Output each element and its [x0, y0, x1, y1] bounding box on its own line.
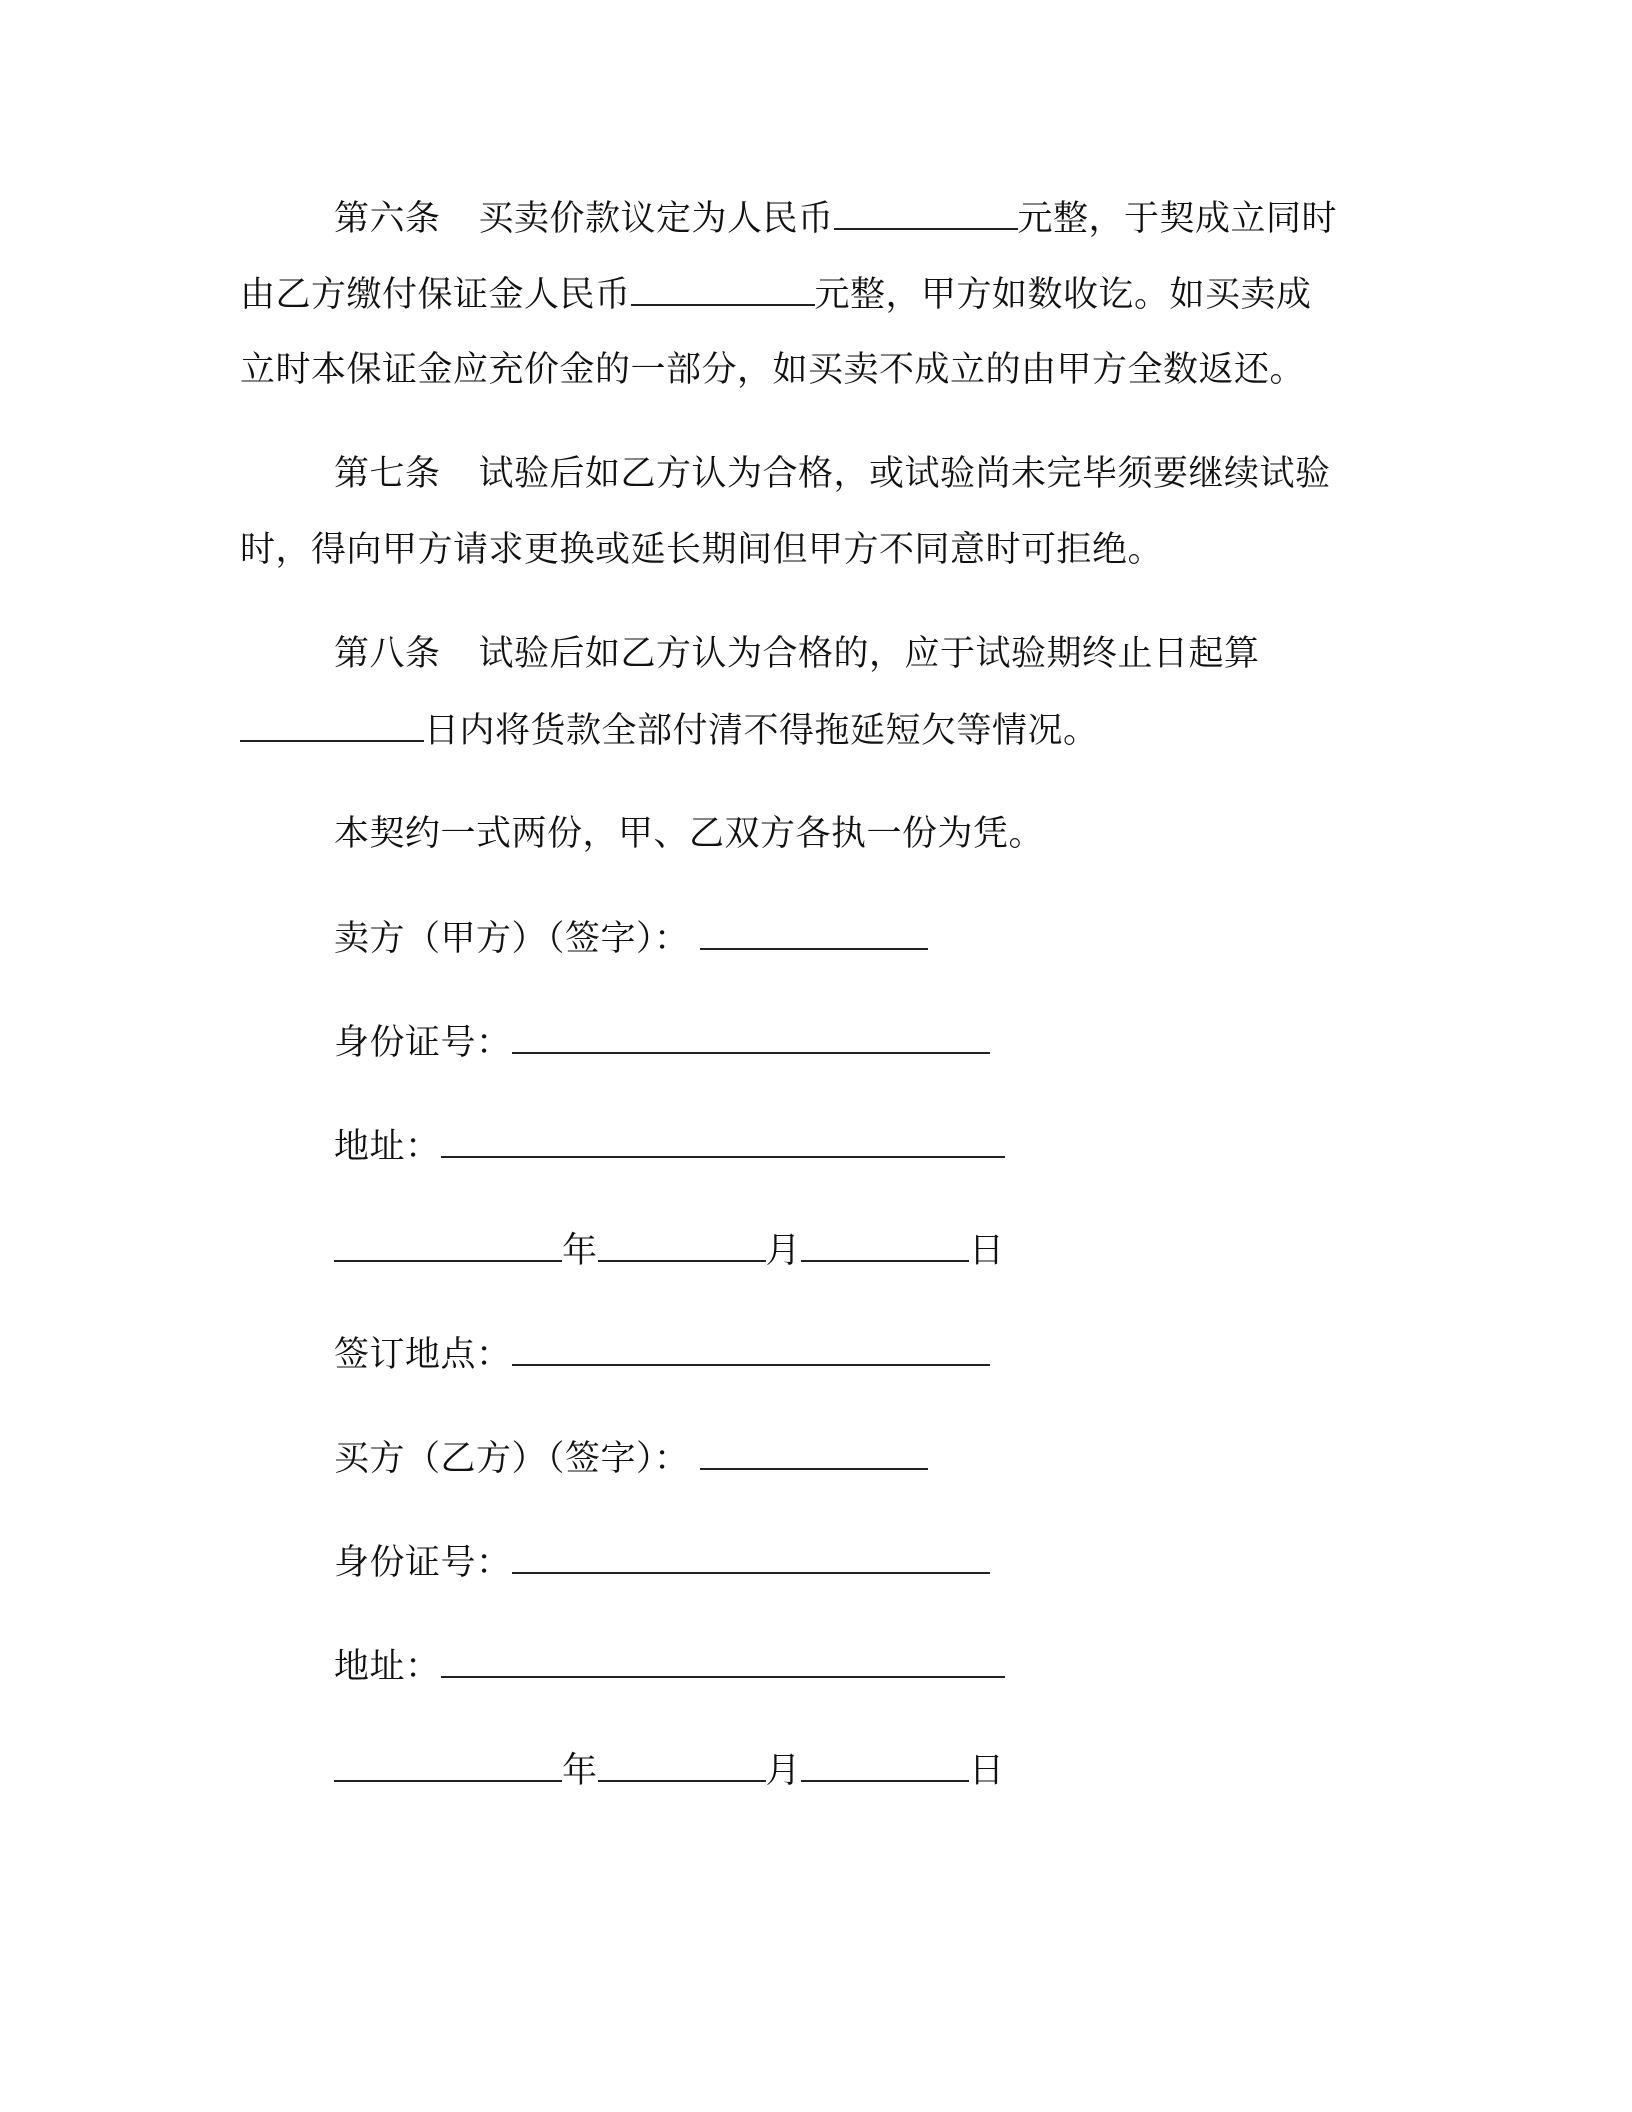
deposit-blank[interactable] — [631, 270, 815, 306]
article-8-number: 第八条 — [334, 634, 441, 674]
buyer-address-line — [334, 1642, 1494, 1691]
buyer-id-blank[interactable] — [512, 1538, 990, 1574]
buyer-month-label: 月 — [765, 1751, 802, 1791]
buyer-address-blank[interactable] — [441, 1642, 1005, 1678]
buyer-year-label: 年 — [562, 1751, 598, 1791]
buyer-sign-label: 买方（乙方）（签字）： — [334, 1439, 690, 1479]
article-7-number: 第七条 — [334, 454, 441, 494]
seller-date-line — [334, 1226, 1494, 1275]
article-7-text-b: 时，得向甲方请求更换或延长期间但甲方不同意时可拒绝。 — [240, 530, 1164, 570]
article-7-text-a: 试验后如乙方认为合格，或试验尚未完毕须要继续试验 — [478, 454, 1331, 494]
price-blank[interactable] — [834, 194, 1018, 230]
article-6-text-d: 元整，甲方如数收讫。如买卖成 — [814, 275, 1312, 315]
seller-year-label: 年 — [562, 1231, 598, 1271]
buyer-year-blank[interactable] — [334, 1746, 562, 1782]
article-6-text-c: 由乙方缴付保证金人民币 — [240, 275, 631, 315]
seller-day-blank[interactable] — [801, 1226, 969, 1262]
buyer-sign-line — [334, 1434, 1494, 1483]
article-6-text-b: 元整，于契成立同时 — [1017, 199, 1338, 239]
buyer-date-line — [334, 1746, 1494, 1795]
article-6-text-e: 立时本保证金应充价金的一部分，如买卖不成立的由甲方全数返还。 — [240, 350, 1306, 390]
signing-place-line — [334, 1330, 1494, 1379]
seller-year-blank[interactable] — [334, 1226, 562, 1262]
seller-sign-line — [334, 914, 1494, 963]
buyer-sign-blank[interactable] — [700, 1434, 928, 1470]
article-6-text-a: 买卖价款议定为人民币 — [478, 199, 834, 239]
seller-id-line — [334, 1018, 1494, 1067]
signing-place-label: 签订地点： — [334, 1335, 512, 1375]
seller-month-blank[interactable] — [598, 1226, 766, 1262]
seller-sign-label: 卖方（甲方）（签字）： — [334, 919, 690, 959]
article-6-line-2 — [240, 270, 1400, 319]
article-8-text-b: 日内将货款全部付清不得拖延短欠等情况。 — [424, 711, 1099, 751]
seller-address-label: 地址： — [334, 1127, 441, 1167]
payment-days-blank[interactable] — [240, 706, 424, 742]
article-6-line-1 — [334, 194, 1494, 243]
seller-sign-blank[interactable] — [700, 914, 928, 950]
seller-id-blank[interactable] — [512, 1018, 990, 1054]
signing-place-blank[interactable] — [512, 1330, 990, 1366]
buyer-day-blank[interactable] — [801, 1746, 969, 1782]
copies-clause — [334, 810, 1494, 858]
buyer-address-label: 地址： — [334, 1647, 441, 1687]
seller-address-line — [334, 1122, 1494, 1171]
article-8-line-2 — [240, 706, 1400, 755]
seller-id-label: 身份证号： — [334, 1023, 512, 1063]
seller-month-label: 月 — [765, 1231, 802, 1271]
buyer-id-label: 身份证号： — [334, 1543, 512, 1583]
copies-text: 本契约一式两份，甲、乙双方各执一份为凭。 — [334, 814, 1045, 854]
buyer-month-blank[interactable] — [598, 1746, 766, 1782]
article-7-line-2 — [240, 526, 1400, 574]
buyer-id-line — [334, 1538, 1494, 1587]
seller-address-blank[interactable] — [441, 1122, 1005, 1158]
article-8-line-1 — [334, 630, 1494, 678]
seller-day-label: 日 — [969, 1231, 1005, 1271]
article-6-number: 第六条 — [334, 199, 441, 239]
buyer-day-label: 日 — [969, 1751, 1005, 1791]
article-6-line-3 — [240, 346, 1400, 394]
article-8-text-a: 试验后如乙方认为合格的，应于试验期终止日起算 — [478, 634, 1260, 674]
article-7-line-1 — [334, 450, 1494, 498]
